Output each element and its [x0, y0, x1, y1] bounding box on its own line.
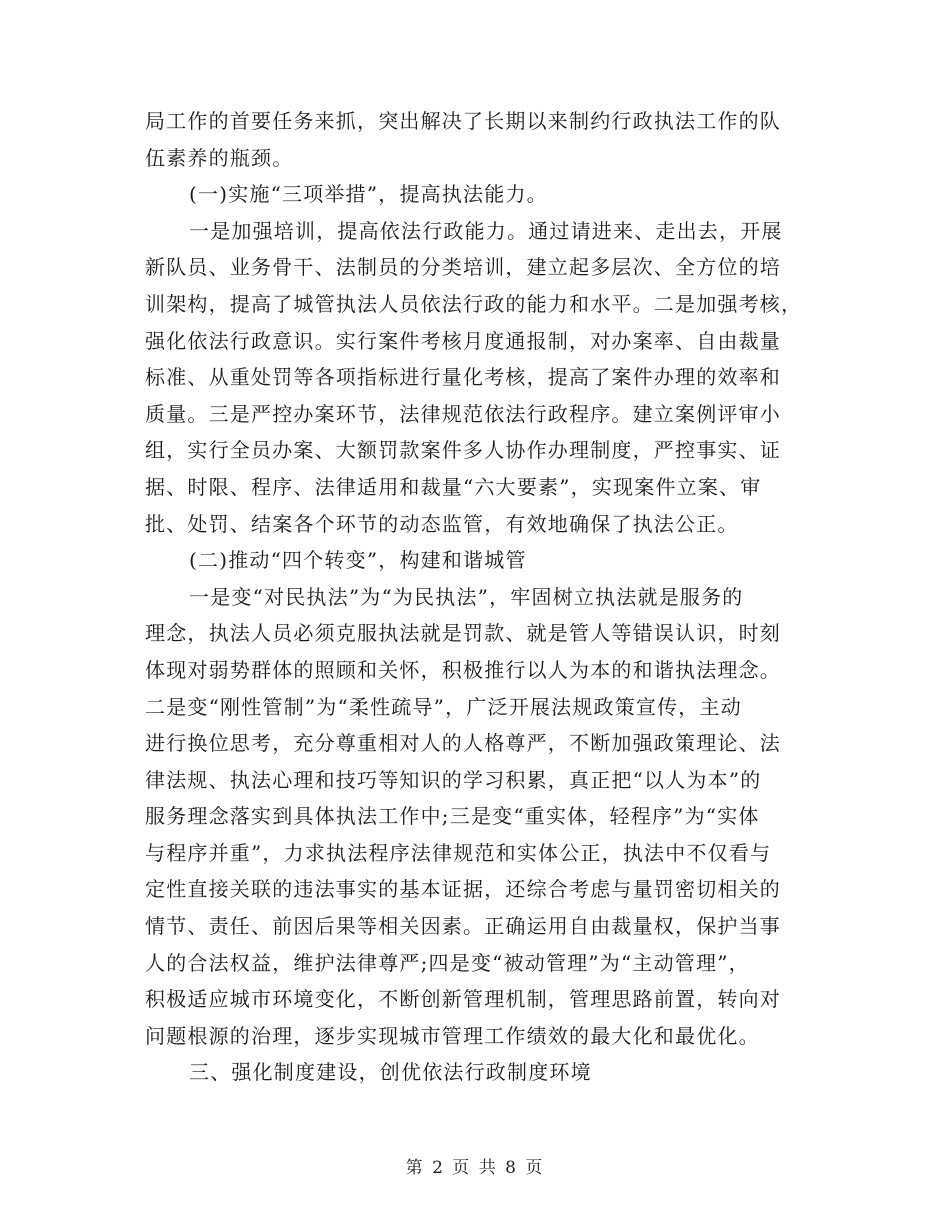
text-line: 服务理念落实到具体执法工作中;三是变“重实体，轻程序”为“实体	[145, 804, 760, 829]
text-line: 进行换位思考，充分尊重相对人的人格尊严，不断加强政策理论、法	[145, 731, 781, 756]
text-line: (二)推动“四个转变”，构建和谐城管	[189, 548, 527, 573]
text-line: 批、处罚、结案各个环节的动态监管，有效地确保了执法公正。	[145, 511, 739, 536]
text-line: 体现对弱势群体的照顾和关怀，积极推行以人为本的和谐执法理念。	[145, 657, 781, 682]
text-line: 组，实行全员办案、大额罚款案件多人协作办理制度，严控事实、证	[145, 438, 781, 463]
text-line: 据、时限、程序、法律适用和裁量“六大要素”，实现案件立案、审	[145, 474, 762, 499]
document-body	[145, 103, 815, 1091]
text-line: 与程序并重”，力求执法程序法律规范和实体公正，执法中不仅看与	[145, 840, 772, 865]
text-line: 理念，执法人员必须克服执法就是罚款、就是管人等错误认识，时刻	[145, 621, 781, 646]
page-number-footer: 第 2 页 共 8 页	[405, 1158, 545, 1178]
text-line: 训架构，提高了城管执法人员依法行政的能力和水平。二是加强考核，	[145, 291, 803, 316]
text-line: 新队员、业务骨干、法制员的分类培训，建立起多层次、全方位的培	[145, 255, 781, 280]
text-line: 积极适应城市环境变化，不断创新管理机制，管理思路前置，转向对	[145, 987, 781, 1012]
text-line: 人的合法权益，维护法律尊严;四是变“被动管理”为“主动管理”，	[145, 950, 750, 975]
text-line: 情节、责任、前因后果等相关因素。正确运用自由裁量权，保护当事	[145, 914, 781, 939]
text-line: 二是变“刚性管制”为“柔性疏导”，广泛开展法规政策宣传，主动	[145, 694, 742, 719]
text-line: 伍素养的瓶颈。	[145, 145, 294, 170]
text-line: 标准、从重处罚等各项指标进行量化考核，提高了案件办理的效率和	[145, 365, 781, 390]
text-line: 局工作的首要任务来抓，突出解决了长期以来制约行政执法工作的队	[145, 109, 781, 133]
text-line: (一)实施“三项举措”，提高执法能力。	[189, 182, 548, 207]
text-line: 一是加强培训，提高依法行政能力。通过请进来、走出去，开展	[189, 218, 783, 243]
text-line: 强化依法行政意识。实行案件考核月度通报制，对办案率、自由裁量	[145, 328, 781, 353]
text-line: 质量。三是严控办案环节，法律规范依法行政程序。建立案例评审小	[145, 401, 781, 426]
text-line: 定性直接关联的违法事实的基本证据，还综合考虑与量罚密切相关的	[145, 877, 781, 902]
text-line: 问题根源的治理，逐步实现城市管理工作绩效的最大化和最优化。	[145, 1023, 760, 1048]
text-line: 律法规、执法心理和技巧等知识的学习积累，真正把“以人为本”的	[145, 767, 762, 792]
text-line: 一是变“对民执法”为“为民执法”，牢固树立执法就是服务的	[189, 584, 744, 609]
text-line: 三、强化制度建设，创优依法行政制度环境	[189, 1060, 592, 1085]
